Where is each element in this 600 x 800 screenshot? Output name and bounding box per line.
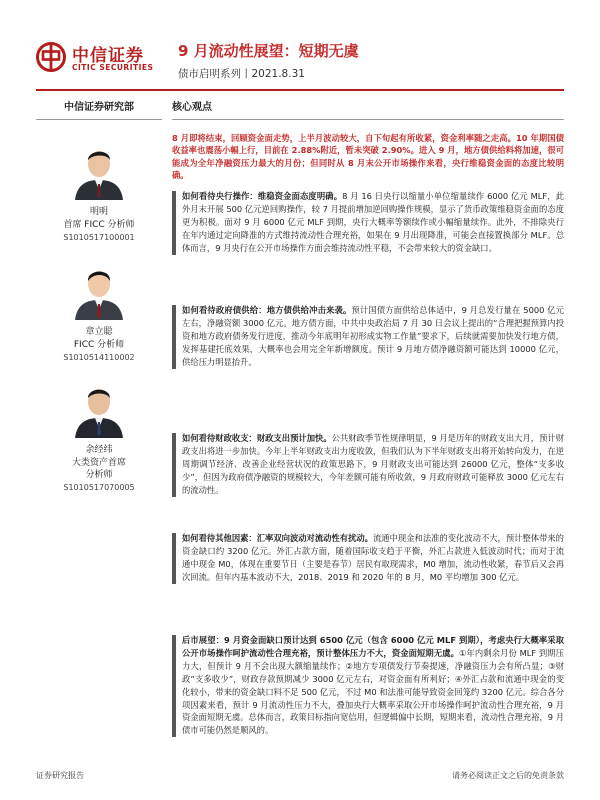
section-marker <box>172 533 176 584</box>
report-header <box>0 0 600 88</box>
summary-paragraph: 8 月即将结束，回顾资金面走势，上半月波动较大，自下旬起有所收紧，资金利率随之走高。10 年期国债收益率也震荡小幅上行，目前在 2.88%附近，暂未突破 2.90%。进入 9 月，地方债供给料将加速，很可能成为全年净融资压力最大的月份；但同时从 8 月末公开市场操作来看，央行维稳资金面的态度比较明确。 <box>172 133 564 181</box>
analyst-card <box>36 140 162 244</box>
analyst-license-id: S1010514110002 <box>63 353 135 362</box>
sidebar <box>36 98 162 492</box>
analyst-card <box>36 378 162 494</box>
citic-logo-icon <box>36 42 66 72</box>
analyst-name: 章立聪 <box>85 327 113 337</box>
section-heading: 如何看待财政收支：财政支出预计加快。 <box>182 433 332 443</box>
header-divider <box>36 89 564 91</box>
analyst-name: 余经纬 <box>85 445 113 455</box>
section-text <box>182 190 564 255</box>
section-marker <box>172 191 176 255</box>
brand-name-cn: 中信证券 <box>72 46 144 66</box>
section-text <box>182 304 564 369</box>
analyst-photo-icon <box>71 140 127 200</box>
section-heading: 如何看待其他因素：汇率双向波动对流动性有扰动。 <box>182 533 373 543</box>
section-heading: 后市展望：9 月资金面缺口预计达到 6500 亿元（包含 6000 亿元 MLF 到期），考虑央行大概率采取公开市场操作呵护流动性合理充裕，预计整体压力不大，资金面短期无虞。 <box>182 635 564 658</box>
analyst-license-id: S1010517100001 <box>63 233 135 242</box>
section-text <box>182 634 564 737</box>
analyst-license-id: S1010517070005 <box>63 483 135 492</box>
section-body: 公共财政季节性规律明显，9 月是历年的财政支出大月，预计财政支出将进一步加快。今年上半年财政支出力度收敛，但我们认为下半年财政支出将开始转向发力，在逆周期调节经济、改善企业经营状况的政策思路下，9 月财政支出可能达到 26000 亿元，整体“支多收少”，但因为政府债净融资的规模较大，今年差额可能有所收敛，9 月政府财政可能释放 3000 亿元左右的流动性。 <box>182 433 564 495</box>
brand-name-en: CITIC SECURITIES <box>72 63 154 72</box>
analyst-photo-icon <box>71 260 127 320</box>
section-body: ①年内剩余月份 MLF 到期压力大，但预计 9 月不会出现大额缩量续作；②地方专项债发行节奏提速，净融资压力会有所凸显；③财政“支多收少”，财政存款预期减少 3000 亿元左右，对资金面有所利好；④外汇占款和流通中现金的变化较小，带来的资金缺口料不足 500 亿元，不过 M0 和法准可能导致资金回笼约 3200 亿元。综合各分项因素来看，预计 9 月流动性压力不大，叠加央行大概率采取公开市场操作呵护流动性合理充裕，9 月资金面短期无虞。总体而言，政策目标指向宽信用，但逻辑偏中长期，短期来看，流动性合理充裕，9 月债市可能仍然是顺风的。 <box>182 647 564 736</box>
report-title: 9 月流动性展望：短期无虞 <box>178 42 359 60</box>
main-content <box>172 98 564 736</box>
analyst-name: 明明 <box>89 207 108 217</box>
analyst-photo-icon <box>71 378 127 438</box>
section-text <box>182 432 564 497</box>
section-central-bank <box>172 190 564 255</box>
footer-report-type: 证券研究报告 <box>36 771 84 780</box>
analyst-card <box>36 260 162 364</box>
sidebar-title: 中信证券研究部 <box>36 98 162 120</box>
citic-logo <box>36 40 168 80</box>
section-marker <box>172 433 176 497</box>
section-body: 流通中现金和法准的变化波动不大，预计整体带来的资金缺口约 3200 亿元。外汇占款方面，随着国际收支趋于平衡，外汇占款进入低波动时代；而对于流通中现金 M0，体现在重要节日（主要是春节）居民有取现需求，M0 增加，流动性收紧，春节后又会再次回流。但年内基本波动不大，2018、2019 和 2020 年的 8 月，M0 平均增加 300 亿元。 <box>182 533 564 582</box>
section-marker <box>172 635 176 737</box>
section-text <box>182 532 564 584</box>
section-body: 8 月 16 日央行以缩量小单位缩量续作 6000 亿元 MLF，此外月末开展 500 亿元逆回购操作，较 7 月提前增加逆回购操作规模，显示了货币政策维稳资金面的态度更为积极。面对 9 月 6000 亿元 MLF 到期，央行大概率等额续作或小幅缩量续作。此外，不排除央行在年内通过定向降准的方式维持流动性合理充裕，如果在 9 月出现降准，可能会直接置换部分 MLF。总体而言，9 月央行在公开市场操作方面会维持流动性平稳，不会带来较大的资金缺口。 <box>182 191 564 253</box>
section-other-factors <box>172 532 564 584</box>
footer-disclaimer-link[interactable]: 请务必阅读正文之后的免责条款 <box>452 771 564 780</box>
section-government-bonds <box>172 304 564 369</box>
section-outlook <box>172 634 564 737</box>
analyst-role: 首席 FICC 分析师 <box>63 220 135 230</box>
report-subtitle: 债市启明系列丨2021.8.31 <box>178 68 305 80</box>
section-marker <box>172 305 176 369</box>
analyst-role: 大类资产首席 分析师 <box>71 458 126 480</box>
section-fiscal <box>172 432 564 497</box>
section-body: 预计国债方面供给总体适中，9 月总发行量在 5000 亿元左右，净融资额 3000 亿元。地方债方面，中共中央政治局 7 月 30 日会议上提出的“合理把握预算内投资和地方政府债务发行进度，推动今年底明年初形成实物工作量”要求下，后续就需要加快发行地方债，发挥基建托底效果，大概率也会用完全年新增额度。预计 9 月地方债净融资额可能达到 10000 亿元，供给压力明显抬升。 <box>182 305 564 367</box>
section-heading: 如何看待政府债供给：地方债供给冲击来袭。 <box>182 305 352 315</box>
key-points-title: 核心观点 <box>172 98 564 120</box>
analyst-role: FICC 分析师 <box>73 340 125 350</box>
section-heading: 如何看待央行操作：维稳资金面态度明确。 <box>182 191 343 201</box>
